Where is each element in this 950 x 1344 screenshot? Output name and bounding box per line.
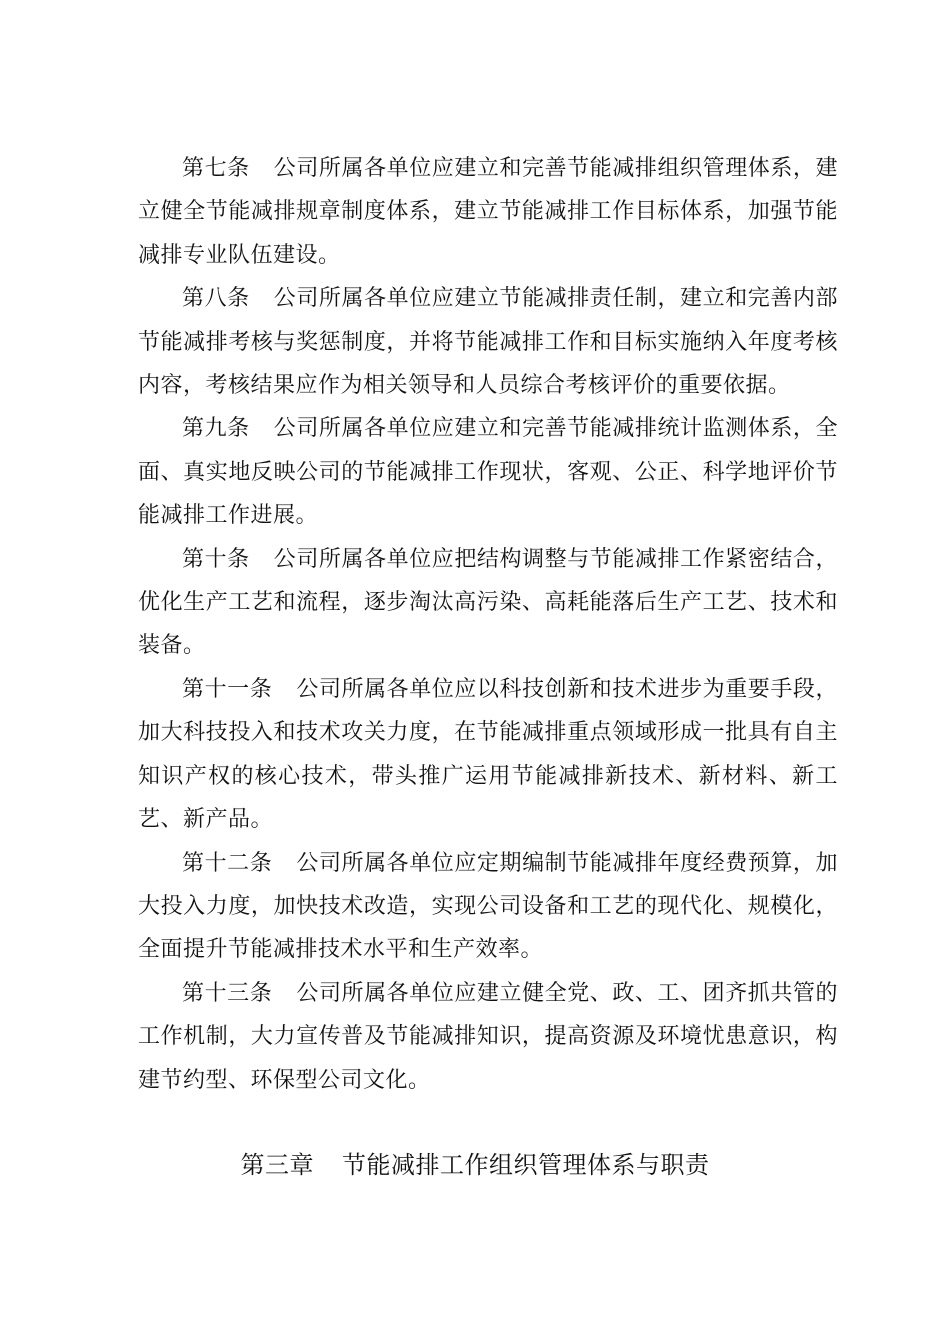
article-text: 公司所属各单位应定期编制节能减排年度经费预算，加大投入力度，加快技术改造，实现公司设备和工艺的现代化、规模化，全面提升节能减排技术水平和生产效率。: [138, 850, 838, 963]
article-13: [138, 972, 838, 1102]
article-11: [138, 668, 838, 842]
article-text: 公司所属各单位应建立和完善节能减排组织管理体系，建立健全节能减排规章制度体系，建立节能减排工作目标体系，加强节能减排专业队伍建设。: [138, 156, 838, 268]
chapter-number: 第三章: [240, 1151, 314, 1179]
article-text: 公司所属各单位应把结构调整与节能减排工作紧密结合，优化生产工艺和流程，逐步淘汰高污染、高耗能落后生产工艺、技术和装备。: [138, 546, 838, 659]
article-8: [138, 277, 838, 407]
article-12: [138, 842, 838, 972]
article-number: 第九条: [182, 416, 250, 442]
article-number: 第十二条: [182, 850, 273, 876]
article-number: 第十一条: [182, 676, 273, 702]
chapter-title: 节能减排工作组织管理体系与职责: [342, 1151, 710, 1179]
article-10: [138, 538, 838, 668]
chapter-heading: [0, 1145, 950, 1185]
article-number: 第十条: [182, 546, 250, 572]
article-number: 第七条: [182, 156, 250, 181]
article-9: [138, 407, 838, 537]
article-list: [138, 147, 838, 1102]
article-7: [138, 147, 838, 277]
article-number: 第十三条: [182, 980, 273, 1006]
article-text: 公司所属各单位应建立健全党、政、工、团齐抓共管的工作机制，大力宣传普及节能减排知识，提高资源及环境忧患意识，构建节约型、环保型公司文化。: [138, 980, 838, 1093]
article-text: 公司所属各单位应建立和完善节能减排统计监测体系，全面、真实地反映公司的节能减排工作现状，客观、公正、科学地评价节能减排工作进展。: [138, 416, 838, 529]
article-text: 公司所属各单位应以科技创新和技术进步为重要手段，加大科技投入和技术攻关力度，在节能减排重点领域形成一批具有自主知识产权的核心技术，带头推广运用节能减排新技术、新材料、新工艺、新产品。: [138, 676, 838, 833]
article-text: 公司所属各单位应建立节能减排责任制，建立和完善内部节能减排考核与奖惩制度，并将节能减排工作和目标实施纳入年度考核内容，考核结果应作为相关领导和人员综合考核评价的重要依据。: [138, 286, 838, 399]
article-number: 第八条: [182, 286, 250, 312]
